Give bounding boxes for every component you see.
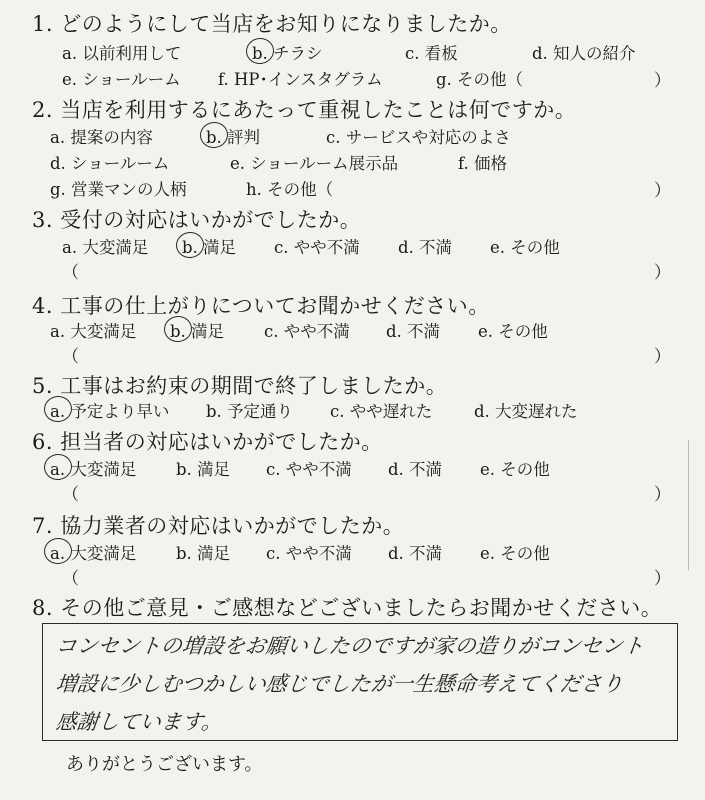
q4-option-b[interactable]: b. 満足 <box>170 322 225 341</box>
q3-option-b[interactable]: b. 満足 <box>182 238 237 257</box>
q7-close-paren: ） <box>654 569 671 589</box>
comment-line-1: コンセントの増設をお願いしたのですが家の造りがコンセント <box>54 634 646 658</box>
q3-option-c[interactable]: c. やや不満 <box>274 238 360 257</box>
q1-option-g[interactable]: g. その他（ <box>436 70 524 89</box>
q2-close-paren: ） <box>654 181 671 201</box>
question-7-title: 7. 協力業者の対応はいかがでしたか。 <box>32 514 405 538</box>
q6-option-d[interactable]: d. 不満 <box>388 460 443 479</box>
question-2-title: 2. 当店を利用するにあたって重視したことは何ですか。 <box>32 98 577 122</box>
q3-open-paren: （ <box>62 263 79 283</box>
q6-option-a[interactable]: a. 大変満足 <box>50 460 137 479</box>
q7-option-a[interactable]: a. 大変満足 <box>50 544 137 563</box>
q5-option-c[interactable]: c. やや遅れた <box>330 402 433 421</box>
q4-close-paren: ） <box>654 347 671 367</box>
q2-option-g[interactable]: g. 営業マンの人柄 <box>50 180 187 199</box>
comment-line-3: 感謝しています。 <box>54 710 224 734</box>
q6-open-paren: （ <box>62 485 79 505</box>
q2-option-a[interactable]: a. 提案の内容 <box>50 128 153 147</box>
q7-option-c[interactable]: c. やや不満 <box>266 544 352 563</box>
thanks-message: ありがとうございます。 <box>66 754 263 775</box>
q1-option-a[interactable]: a. 以前利用して <box>62 44 182 63</box>
question-5-title: 5. 工事はお約束の期間で終了しましたか。 <box>32 374 448 398</box>
q1-close-paren: ） <box>654 71 671 91</box>
q6-close-paren: ） <box>654 485 671 505</box>
q2-option-b[interactable]: b. 評判 <box>206 128 261 147</box>
comment-line-2: 増設に少しむつかしい感じでしたが一生懸命考えてくださり <box>54 672 625 696</box>
q7-option-d[interactable]: d. 不満 <box>388 544 443 563</box>
q1-option-f[interactable]: f. HP･インスタグラム <box>218 70 383 89</box>
question-1-title: 1. どのようにして当店をお知りになりましたか。 <box>32 12 512 36</box>
q1-option-e[interactable]: e. ショールーム <box>62 70 181 89</box>
q7-open-paren: （ <box>62 569 79 589</box>
q4-open-paren: （ <box>62 347 79 367</box>
question-6-title: 6. 担当者の対応はいかがでしたか。 <box>32 430 383 454</box>
q3-option-a[interactable]: a. 大変満足 <box>62 238 149 257</box>
q3-option-e[interactable]: e. その他 <box>490 238 560 257</box>
q2-option-f[interactable]: f. 価格 <box>458 154 508 173</box>
q5-option-a[interactable]: a. 予定より早い <box>50 402 170 421</box>
q7-option-e[interactable]: e. その他 <box>480 544 550 563</box>
q5-option-d[interactable]: d. 大変遅れた <box>474 402 578 421</box>
paper-crease <box>688 440 689 570</box>
question-8-title: 8. その他ご意見・ご感想などございましたらお聞かせください。 <box>32 596 663 620</box>
q4-option-a[interactable]: a. 大変満足 <box>50 322 137 341</box>
q6-option-c[interactable]: c. やや不満 <box>266 460 352 479</box>
q1-option-b[interactable]: b. チラシ <box>252 44 323 63</box>
q2-option-c[interactable]: c. サービスや対応のよさ <box>326 128 511 147</box>
q3-option-d[interactable]: d. 不満 <box>398 238 453 257</box>
q5-option-b[interactable]: b. 予定通り <box>206 402 294 421</box>
q6-option-b[interactable]: b. 満足 <box>176 460 231 479</box>
q4-option-e[interactable]: e. その他 <box>478 322 548 341</box>
q2-option-e[interactable]: e. ショールーム展示品 <box>230 154 399 173</box>
question-3-title: 3. 受付の対応はいかがでしたか。 <box>32 208 362 232</box>
q4-option-d[interactable]: d. 不満 <box>386 322 441 341</box>
q3-close-paren: ） <box>654 263 671 283</box>
q2-option-h[interactable]: h. その他（ <box>246 180 334 199</box>
q4-option-c[interactable]: c. やや不満 <box>264 322 350 341</box>
question-4-title: 4. 工事の仕上がりについてお聞かせください。 <box>32 294 490 318</box>
q1-option-d[interactable]: d. 知人の紹介 <box>532 44 636 63</box>
q6-option-e[interactable]: e. その他 <box>480 460 550 479</box>
q2-option-d[interactable]: d. ショールーム <box>50 154 170 173</box>
q1-option-c[interactable]: c. 看板 <box>405 44 458 63</box>
q7-option-b[interactable]: b. 満足 <box>176 544 231 563</box>
